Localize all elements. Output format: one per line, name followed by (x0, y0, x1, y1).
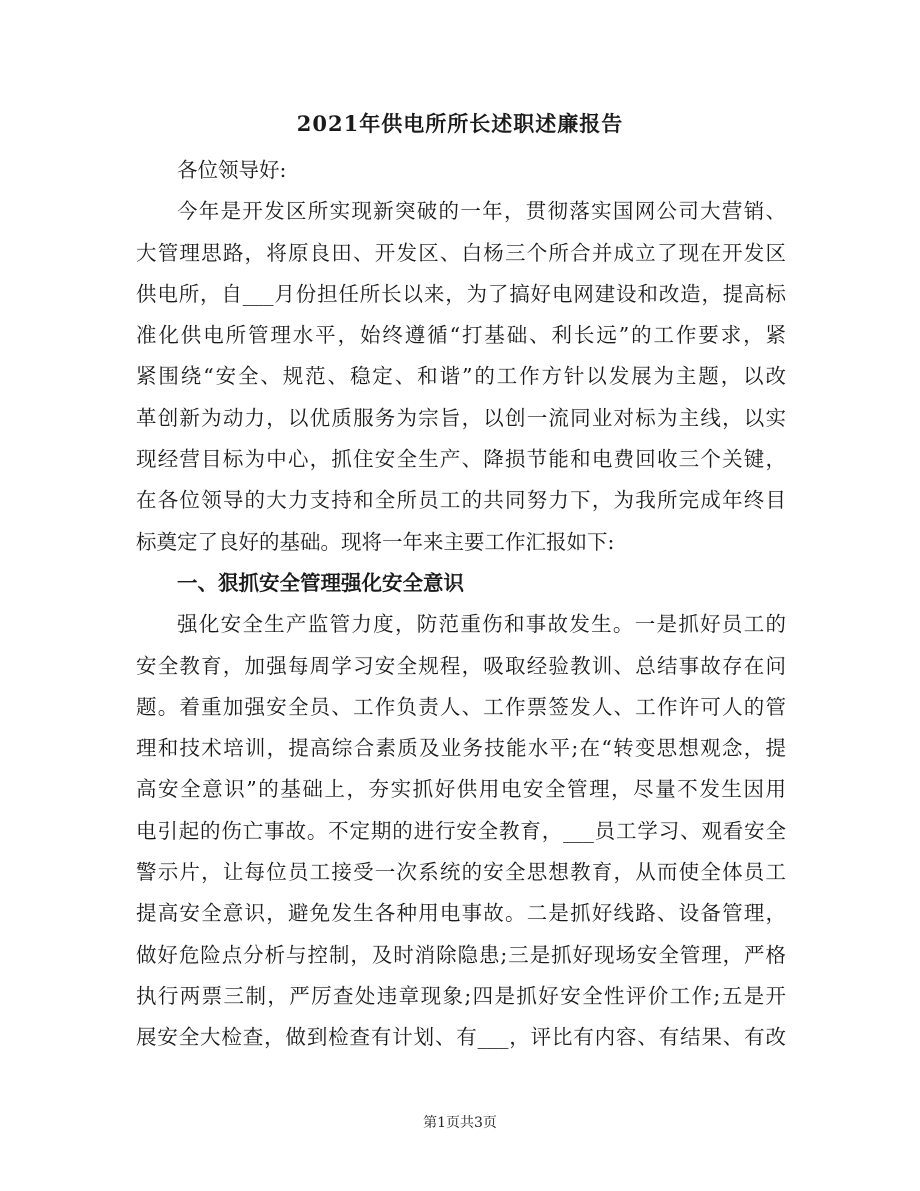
paragraph-line: 电引起的伤亡事故。不定期的进行安全教育，___员工学习、观看安全 (136, 818, 786, 843)
paragraph-line: 强化安全生产监管力度，防范重伤和事故发生。一是抓好员工的 (177, 612, 786, 637)
paragraph-line: 安全教育，加强每周学习安全规程，吸取经验教训、总结事故存在问 (136, 653, 786, 678)
paragraph-line: 供电所，自___月份担任所长以来，为了搞好电网建设和改造，提高标 (136, 281, 786, 306)
page-footer: 第1页共3页 (423, 1115, 497, 1131)
paragraph-line: 做好危险点分析与控制，及时消除隐患;三是抓好现场安全管理，严格 (136, 942, 786, 967)
document-title: 2021年供电所所长述职述廉报告 (296, 111, 624, 136)
paragraph-line: 提高安全意识，避免发生各种用电事故。二是抓好线路、设备管理， (136, 901, 786, 926)
paragraph-line: 理和技术培训，提高综合素质及业务技能水平;在“转变思想观念，提 (136, 736, 786, 761)
salutation: 各位领导好: (177, 158, 287, 182)
paragraph-line: 现经营目标为中心，抓住安全生产、降损节能和电费回收三个关键， (136, 447, 786, 472)
paragraph-line: 紧围绕“安全、规范、稳定、和谐”的工作方针以发展为主题，以改 (136, 364, 786, 389)
paragraph-line: 展安全大检查，做到检查有计划、有___，评比有内容、有结果、有改 (136, 1025, 786, 1050)
paragraph-line: 准化供电所管理水平，始终遵循“打基础、利长远”的工作要求，紧 (136, 323, 786, 348)
section-heading: 一、狠抓安全管理强化安全意识 (177, 570, 464, 595)
paragraph-line: 在各位领导的大力支持和全所员工的共同努力下，为我所完成年终目 (136, 488, 786, 513)
document-body (136, 150, 786, 1059)
paragraph-line: 高安全意识”的基础上，夯实抓好供用电安全管理，尽量不发生因用 (136, 777, 786, 802)
paragraph-line: 今年是开发区所实现新突破的一年，贯彻落实国网公司大营销、 (177, 199, 786, 224)
paragraph-line: 题。着重加强安全员、工作负责人、工作票签发人、工作许可人的管 (136, 694, 786, 719)
paragraph-line: 革创新为动力，以优质服务为宗旨，以创一流同业对标为主线，以实 (136, 405, 786, 430)
paragraph-line: 警示片，让每位员工接受一次系统的安全思想教育，从而使全体员工 (136, 860, 786, 885)
paragraph-line: 大管理思路，将原良田、开发区、白杨三个所合并成立了现在开发区 (136, 240, 786, 265)
paragraph-line: 标奠定了良好的基础。现将一年来主要工作汇报如下: (136, 529, 615, 554)
paragraph-line: 执行两票三制，严厉查处违章现象;四是抓好安全性评价工作;五是开 (136, 983, 786, 1008)
